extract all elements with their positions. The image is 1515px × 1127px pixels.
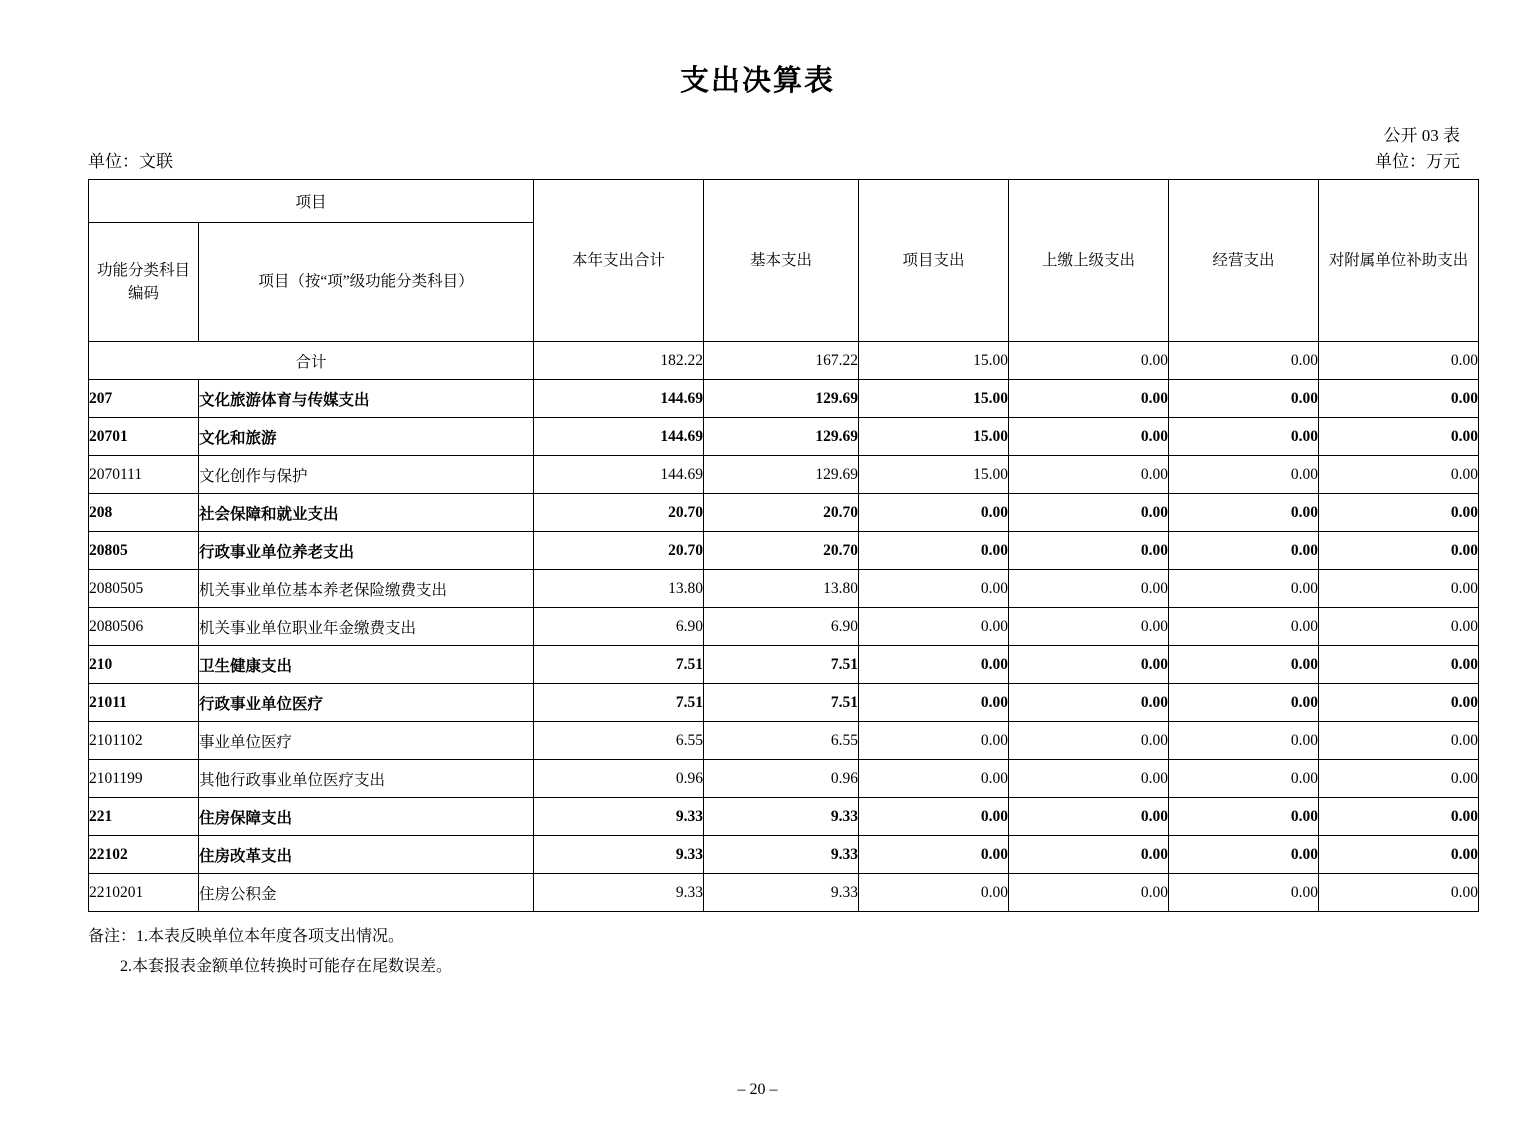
row-operating: 0.00	[1169, 494, 1319, 532]
table-row	[89, 608, 1479, 646]
row-code: 20805	[89, 532, 199, 570]
row-total: 20.70	[534, 494, 704, 532]
row-code: 207	[89, 380, 199, 418]
row-code: 22102	[89, 836, 199, 874]
row-basic: 9.33	[704, 836, 859, 874]
row-subsidy: 0.00	[1319, 418, 1479, 456]
table-row	[89, 380, 1479, 418]
row-subsidy: 0.00	[1319, 532, 1479, 570]
row-total: 144.69	[534, 456, 704, 494]
row-total: 20.70	[534, 532, 704, 570]
row-upper: 0.00	[1009, 456, 1169, 494]
header-total-expenditure: 本年支出合计	[534, 180, 704, 342]
row-project: 0.00	[859, 722, 1009, 760]
row-subsidy: 0.00	[1319, 798, 1479, 836]
row-basic: 6.55	[704, 722, 859, 760]
row-upper: 0.00	[1009, 380, 1169, 418]
table-row	[89, 456, 1479, 494]
form-number-row	[0, 121, 1515, 143]
row-basic: 0.96	[704, 760, 859, 798]
row-operating: 0.00	[1169, 380, 1319, 418]
row-name: 住房公积金	[199, 874, 534, 912]
row-basic: 129.69	[704, 418, 859, 456]
row-code: 2101199	[89, 760, 199, 798]
total-row-subsidy: 0.00	[1319, 342, 1479, 380]
row-project: 0.00	[859, 684, 1009, 722]
row-project: 0.00	[859, 646, 1009, 684]
row-subsidy: 0.00	[1319, 760, 1479, 798]
row-subsidy: 0.00	[1319, 646, 1479, 684]
header-subsidy-expenditure: 对附属单位补助支出	[1319, 180, 1479, 342]
row-project: 0.00	[859, 874, 1009, 912]
table-row	[89, 760, 1479, 798]
row-project: 0.00	[859, 570, 1009, 608]
row-name: 机关事业单位基本养老保险缴费支出	[199, 570, 534, 608]
row-code: 2210201	[89, 874, 199, 912]
unit-name: 单位：文联	[88, 152, 173, 171]
row-name: 卫生健康支出	[199, 646, 534, 684]
table-row	[89, 684, 1479, 722]
row-subsidy: 0.00	[1319, 684, 1479, 722]
table-row	[89, 570, 1479, 608]
row-total: 9.33	[534, 836, 704, 874]
row-upper: 0.00	[1009, 760, 1169, 798]
header-operating-expenditure: 经营支出	[1169, 180, 1319, 342]
row-name: 社会保障和就业支出	[199, 494, 534, 532]
row-basic: 6.90	[704, 608, 859, 646]
row-code: 2070111	[89, 456, 199, 494]
row-subsidy: 0.00	[1319, 874, 1479, 912]
form-number: 公开 03 表	[1383, 126, 1460, 145]
row-upper: 0.00	[1009, 494, 1169, 532]
row-basic: 9.33	[704, 874, 859, 912]
row-name: 机关事业单位职业年金缴费支出	[199, 608, 534, 646]
row-subsidy: 0.00	[1319, 456, 1479, 494]
row-upper: 0.00	[1009, 646, 1169, 684]
row-project: 0.00	[859, 836, 1009, 874]
row-operating: 0.00	[1169, 608, 1319, 646]
row-operating: 0.00	[1169, 418, 1319, 456]
page-title: 支出决算表	[679, 65, 835, 97]
row-basic: 9.33	[704, 798, 859, 836]
table-row	[89, 494, 1479, 532]
note-line-2: 2.本套报表金额单位转换时可能存在尾数误差。	[120, 957, 453, 975]
row-operating: 0.00	[1169, 684, 1319, 722]
row-operating: 0.00	[1169, 456, 1319, 494]
row-subsidy: 0.00	[1319, 494, 1479, 532]
row-total: 7.51	[534, 684, 704, 722]
row-total: 9.33	[534, 798, 704, 836]
page-number: – 20 –	[737, 1081, 778, 1098]
row-project: 15.00	[859, 418, 1009, 456]
header-row-group	[89, 180, 1479, 223]
row-name: 行政事业单位医疗	[199, 684, 534, 722]
expenditure-table	[88, 179, 1479, 912]
row-code: 21011	[89, 684, 199, 722]
row-total: 7.51	[534, 646, 704, 684]
row-code: 2080505	[89, 570, 199, 608]
row-upper: 0.00	[1009, 836, 1169, 874]
header-item-name: 项目（按“项”级功能分类科目）	[199, 223, 534, 342]
row-project: 0.00	[859, 532, 1009, 570]
row-operating: 0.00	[1169, 532, 1319, 570]
row-subsidy: 0.00	[1319, 836, 1479, 874]
row-project: 0.00	[859, 798, 1009, 836]
row-project: 0.00	[859, 494, 1009, 532]
row-name: 文化旅游体育与传媒支出	[199, 380, 534, 418]
total-row-upper: 0.00	[1009, 342, 1169, 380]
row-basic: 13.80	[704, 570, 859, 608]
document-page	[0, 58, 1515, 1127]
row-total: 144.69	[534, 418, 704, 456]
row-upper: 0.00	[1009, 722, 1169, 760]
table-body	[89, 342, 1479, 912]
row-total: 6.90	[534, 608, 704, 646]
header-function-code-line2: 编码	[127, 285, 159, 302]
table-notes	[88, 922, 1515, 981]
total-row-total: 182.22	[534, 342, 704, 380]
total-row-project: 15.00	[859, 342, 1009, 380]
row-operating: 0.00	[1169, 836, 1319, 874]
total-row	[89, 342, 1479, 380]
header-function-code-line1: 功能分类科目	[96, 261, 190, 279]
table-row	[89, 646, 1479, 684]
row-operating: 0.00	[1169, 646, 1319, 684]
row-basic: 20.70	[704, 494, 859, 532]
row-project: 0.00	[859, 608, 1009, 646]
row-operating: 0.00	[1169, 760, 1319, 798]
header-group-project: 项目	[89, 180, 534, 223]
row-upper: 0.00	[1009, 684, 1169, 722]
header-function-code	[89, 223, 199, 342]
row-code: 208	[89, 494, 199, 532]
unit-row	[0, 147, 1515, 171]
row-total: 9.33	[534, 874, 704, 912]
header-basic-expenditure: 基本支出	[704, 180, 859, 342]
row-total: 144.69	[534, 380, 704, 418]
amount-unit: 单位：万元	[1375, 152, 1460, 171]
row-total: 13.80	[534, 570, 704, 608]
table-row	[89, 532, 1479, 570]
row-basic: 129.69	[704, 456, 859, 494]
note-line-1: 备注：1.本表反映单位本年度各项支出情况。	[88, 928, 405, 945]
row-name: 文化创作与保护	[199, 456, 534, 494]
table-row	[89, 418, 1479, 456]
row-name: 事业单位医疗	[199, 722, 534, 760]
row-project: 15.00	[859, 456, 1009, 494]
row-code: 2101102	[89, 722, 199, 760]
row-upper: 0.00	[1009, 570, 1169, 608]
row-project: 0.00	[859, 760, 1009, 798]
row-operating: 0.00	[1169, 570, 1319, 608]
row-name: 其他行政事业单位医疗支出	[199, 760, 534, 798]
row-code: 210	[89, 646, 199, 684]
row-name: 文化和旅游	[199, 418, 534, 456]
row-name: 住房改革支出	[199, 836, 534, 874]
row-upper: 0.00	[1009, 874, 1169, 912]
row-upper: 0.00	[1009, 608, 1169, 646]
row-operating: 0.00	[1169, 874, 1319, 912]
row-name: 行政事业单位养老支出	[199, 532, 534, 570]
row-code: 20701	[89, 418, 199, 456]
table-row	[89, 874, 1479, 912]
row-operating: 0.00	[1169, 798, 1319, 836]
header-upper-level-expenditure: 上缴上级支出	[1009, 180, 1169, 342]
header-project-expenditure: 项目支出	[859, 180, 1009, 342]
row-upper: 0.00	[1009, 532, 1169, 570]
total-row-label: 合计	[89, 342, 534, 380]
table-header	[89, 180, 1479, 342]
row-total: 6.55	[534, 722, 704, 760]
row-basic: 7.51	[704, 684, 859, 722]
row-subsidy: 0.00	[1319, 380, 1479, 418]
row-basic: 20.70	[704, 532, 859, 570]
table-row	[89, 836, 1479, 874]
row-basic: 7.51	[704, 646, 859, 684]
total-row-basic: 167.22	[704, 342, 859, 380]
table-row	[89, 722, 1479, 760]
row-subsidy: 0.00	[1319, 722, 1479, 760]
row-subsidy: 0.00	[1319, 570, 1479, 608]
row-basic: 129.69	[704, 380, 859, 418]
total-row-operating: 0.00	[1169, 342, 1319, 380]
row-code: 2080506	[89, 608, 199, 646]
row-operating: 0.00	[1169, 722, 1319, 760]
row-project: 15.00	[859, 380, 1009, 418]
row-name: 住房保障支出	[199, 798, 534, 836]
row-upper: 0.00	[1009, 418, 1169, 456]
row-code: 221	[89, 798, 199, 836]
row-subsidy: 0.00	[1319, 608, 1479, 646]
row-upper: 0.00	[1009, 798, 1169, 836]
row-total: 0.96	[534, 760, 704, 798]
table-row	[89, 798, 1479, 836]
